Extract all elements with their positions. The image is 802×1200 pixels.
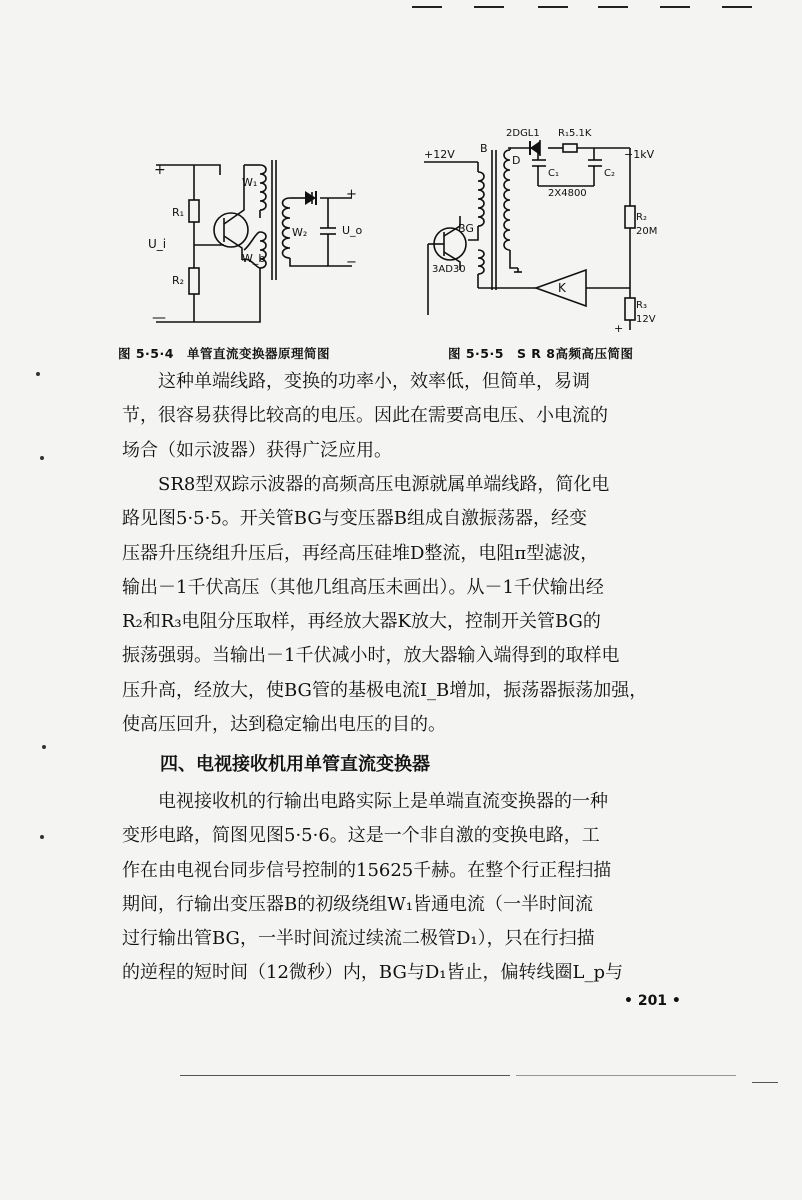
label-r1: R₁5.1K (558, 128, 592, 139)
text-line: 期间，行输出变压器B的初级绕组W₁皆通电流（一半时间流 (122, 893, 593, 915)
label-part: 3AD30 (432, 264, 466, 275)
text-line: 压器升压绕组升压后，再经高压硅堆D整流，电阻π型滤波， (122, 542, 599, 564)
text-line: 使高压回升，达到稳定输出电压的目的。 (122, 714, 446, 736)
paragraph (122, 365, 694, 468)
label-plus: + (614, 322, 624, 335)
label-out-minus: − (346, 255, 357, 270)
label-diode: 2DGL1 (506, 128, 540, 139)
label-cap-val: 2X4800 (548, 188, 587, 199)
margin-mark (36, 372, 40, 376)
figure-caption: 图 5·5·5 S R 8高频高压简图 (448, 346, 634, 361)
text-line: 这种单端线路，变换的功率小，效率低，但简单，易调 (158, 371, 590, 392)
text-line: 变形电路，简图见图5·5·6。这是一个非自激的变换电路，工 (122, 825, 600, 847)
label-minus: — (152, 310, 166, 326)
text-line: 压升高，经放大，使BG管的基极电流I_B增加，振荡器振荡加强， (122, 679, 648, 701)
figure-5-5-4-circuit (140, 150, 380, 340)
text-line: 输出－1千伏高压（其他几组高压未画出）。从－1千伏输出经 (122, 576, 604, 598)
text-line: 路见图5·5·5。开关管BG与变压器B组成自激振荡器，经变 (122, 508, 587, 530)
margin-mark (40, 456, 44, 460)
label-r3val: 12V (636, 314, 656, 325)
top-rule (598, 6, 628, 8)
label-b: B (480, 142, 488, 155)
label-c1: C₁ (548, 168, 559, 179)
label-out-plus: + (346, 187, 357, 202)
text-line: 振荡强弱。当输出－1千伏减小时，放大器输入端得到的取样电 (122, 645, 620, 667)
top-rule (412, 6, 442, 8)
text-line: 场合（如示波器）获得广泛应用。 (122, 439, 392, 461)
text-line: 的逆程的短时间（12微秒）内，BG与D₁皆止，偏转线圈L_p与 (122, 962, 623, 984)
label-wb: W_b (242, 252, 266, 265)
scan-line (752, 1082, 778, 1083)
label-r2: R₂ (636, 212, 647, 223)
scan-line (180, 1075, 510, 1076)
label-r3: R₃ (636, 300, 647, 311)
top-rule (474, 6, 504, 8)
label-bg: BG (458, 222, 474, 235)
margin-mark (40, 835, 44, 839)
top-rule (722, 6, 752, 8)
label-k: K (558, 281, 566, 295)
label-w2: W₂ (292, 226, 308, 239)
page-number: • 201 • (624, 993, 681, 1009)
scan-line (516, 1075, 736, 1076)
label-d: D (512, 154, 521, 167)
text-line: 过行输出管BG，一半时间流过续流二极管D₁），只在行扫描 (122, 928, 595, 950)
label-c2: C₂ (604, 168, 615, 179)
text-line: 电视接收机的行输出电路实际上是单端直流变换器的一种 (158, 791, 608, 812)
label-plus: + (154, 162, 166, 178)
paragraph (122, 468, 694, 742)
figure-caption: 图 5·5·4 单管直流变换器原理简图 (118, 346, 330, 361)
label-ui: U_i (148, 237, 167, 251)
label-r2val: 20M (636, 226, 658, 237)
top-rule (660, 6, 690, 8)
label-uo: U_o (342, 224, 363, 237)
label-r1: R₁ (172, 206, 185, 219)
paragraph (122, 785, 694, 991)
label-12v: +12V (424, 148, 455, 161)
section-heading: 四、电视接收机用单管直流变换器 (160, 754, 430, 775)
label-hv: −1kV (624, 148, 655, 161)
top-rule (538, 6, 568, 8)
figure-5-5-5-circuit (418, 120, 668, 335)
text-line: R₂和R₃电阻分压取样，再经放大器K放大，控制开关管BG的 (122, 611, 601, 633)
margin-mark (42, 745, 46, 749)
text-line: 节，很容易获得比较高的电压。因此在需要高电压、小电流的 (122, 405, 608, 427)
label-r2: R₂ (172, 274, 185, 287)
text-line: SR8型双踪示波器的高频高压电源就属单端线路，简化电 (158, 474, 610, 495)
label-w1: W₁ (242, 176, 258, 189)
text-line: 作在由电视台同步信号控制的15625千赫。在整个行正程扫描 (122, 859, 612, 881)
